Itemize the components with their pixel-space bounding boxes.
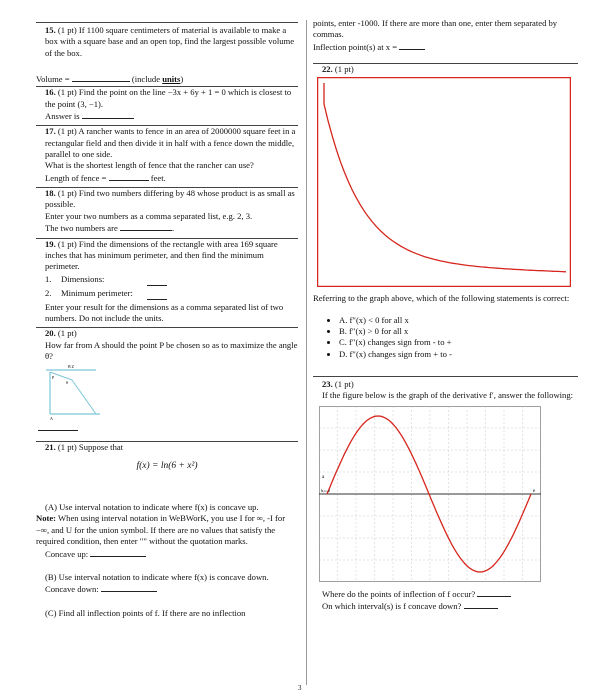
concave-up-input[interactable] (90, 548, 146, 557)
units-prefix: (include (131, 74, 161, 85)
q23-points: (1 pt) (334, 379, 354, 390)
axis-label-e: e (533, 488, 536, 494)
graph-q23 (319, 406, 541, 582)
fence-unit: feet. (150, 172, 166, 183)
q22-question: Referring to the graph above, which of the following statements is correct: (313, 293, 570, 304)
q15-text: (1 pt) If 1100 square centimeters of material is available to make a box with a square base and an open top, find the largest possible volume of the box. (45, 25, 295, 58)
question-20 (36, 328, 298, 431)
question-19 (36, 239, 298, 325)
q21-part-a: (A) Use interval notation to indicate where f(x) is concave up. (45, 502, 259, 513)
q18-answer-input[interactable] (120, 222, 175, 234)
note-label: Note: (36, 513, 57, 524)
units-suffix: ) (180, 74, 184, 85)
graph-q22 (317, 77, 571, 287)
inflection-label: Inflection point(s) at x = (313, 41, 398, 52)
q21-part-c: (C) Find all inflection points of f. If there are no inflection (45, 607, 246, 618)
q16-label: 16. (45, 87, 56, 98)
q16-text: (1 pt) Find the point on the line −3x + 6y + 1 = 0 which is closest to the point (3, −1). (45, 87, 292, 109)
fig-label-theta: θ (66, 380, 68, 386)
option-d[interactable] (339, 349, 578, 360)
axis-label-bcd: b,c,d (321, 487, 330, 493)
q22-points: (1 pt) (334, 64, 354, 75)
divider (313, 376, 578, 377)
q17-question: What is the shortest length of fence that the rancher can use? (45, 160, 254, 171)
option-b[interactable] (339, 326, 578, 337)
option-c-text: C. f″(x) changes sign from - to + (339, 337, 452, 348)
fig-label-a: A (50, 416, 53, 422)
dimensions-label: Dimensions: (61, 274, 105, 285)
fence-input[interactable] (109, 172, 149, 181)
q23-inflection-input[interactable] (477, 588, 511, 597)
option-b-text: B. f″(x) > 0 for all x (339, 326, 409, 337)
min-perimeter-input[interactable] (147, 291, 167, 300)
q21-part-b: (B) Use interval notation to indicate where f(x) is concave down. (45, 571, 269, 582)
q19-label: 19. (45, 238, 56, 249)
q16-answer-input[interactable] (82, 110, 134, 119)
page-number: 3 (298, 684, 302, 692)
option-c[interactable] (339, 337, 578, 348)
left-column (36, 0, 298, 619)
fig-label-p: P (52, 375, 55, 381)
units-word: units (162, 74, 181, 85)
q18-label: 18. (45, 188, 56, 199)
angle-figure (38, 362, 108, 422)
q19-items: 1. Dimensions: 2. Minimum perimeter: (36, 274, 298, 300)
option-a-text: A. f″(x) < 0 for all x (339, 314, 409, 325)
graph-q22-frame (318, 78, 571, 287)
q17-text: (1 pt) A rancher wants to fence in an area of 2000000 square feet in a rectangular field and then divide it in half with a fence down the middle, parallel to one side. (45, 126, 296, 160)
q16-answer-label: Answer is (45, 111, 80, 122)
question-22 (313, 64, 578, 360)
question-18 (36, 188, 298, 234)
right-column (313, 0, 578, 612)
q19-instruction: Enter your result for the dimensions as a comma separated list of two numbers. Do not include the units. (45, 301, 284, 323)
fence-label: Length of fence = (45, 172, 107, 183)
q20-label: 20. (45, 328, 56, 339)
q20-text: How far from A should the point P be chosen so as to maximize the angle θ? (45, 339, 298, 361)
q18-instruction: Enter your two numbers as a comma separated list, e.g. 2, 3. (45, 210, 253, 221)
question-17 (36, 126, 298, 184)
concave-down-label: Concave down: (45, 584, 99, 595)
volume-input[interactable] (72, 73, 130, 82)
q21-formula: f(x) = ln(6 + x²) (136, 460, 198, 471)
q20-points: (1 pt) (57, 328, 77, 339)
question-15 (36, 23, 298, 85)
column-divider (306, 20, 307, 685)
q22-label: 22. (322, 64, 333, 75)
question-21 (36, 442, 298, 619)
dimensions-input[interactable] (147, 277, 167, 286)
q23-concave-input[interactable] (464, 600, 498, 609)
q18-period: . (171, 223, 175, 234)
volume-label: Volume = (36, 74, 70, 85)
axis-label-a: a (322, 474, 325, 480)
option-a[interactable] (339, 315, 578, 326)
q22-options (313, 315, 578, 360)
min-perimeter-label: Minimum perimeter: (61, 288, 133, 299)
q23-label: 23. (322, 379, 333, 390)
q18-answer-label: The two numbers are (45, 223, 118, 234)
concave-down-input[interactable] (101, 583, 157, 592)
q17-label: 17. (45, 126, 56, 137)
q18-text: (1 pt) Find two numbers differing by 48 whose product is as small as possible. (45, 188, 295, 210)
q20-answer-input[interactable] (38, 422, 78, 431)
q15-label: 15. (45, 25, 56, 35)
continued-text: points, enter -1000. If there are more than one, enter them separated by commas. (313, 18, 558, 40)
option-d-text: D. f″(x) changes sign from + to - (339, 348, 452, 359)
q21-text: (1 pt) Suppose that (57, 442, 124, 453)
q23-inflection-question: Where do the points of inflection of f occur? (322, 588, 476, 599)
inflection-input[interactable] (399, 41, 425, 50)
q23-concave-question: On which interval(s) is f concave down? (322, 601, 462, 612)
question-16 (36, 87, 298, 122)
q23-text: If the figure below is the graph of the derivative f′, answer the following: (322, 390, 574, 401)
concave-up-label: Concave up: (45, 548, 89, 559)
q21-label: 21. (45, 442, 56, 453)
fig-label-top: B Z (68, 364, 75, 370)
fig-ray-2 (72, 380, 96, 414)
q19-text: (1 pt) Find the dimensions of the rectangle with area 169 square inches that has minimum perimeter, and then find the minimum perimeter. (45, 238, 278, 272)
question-23 (313, 379, 578, 612)
note-text: When using interval notation in WeBWorK, you use I for ∞, -I for −∞, and U for the union symbol. If there are no values that satisfy the required condition, then enter "" without the quotation marks. (36, 513, 286, 547)
